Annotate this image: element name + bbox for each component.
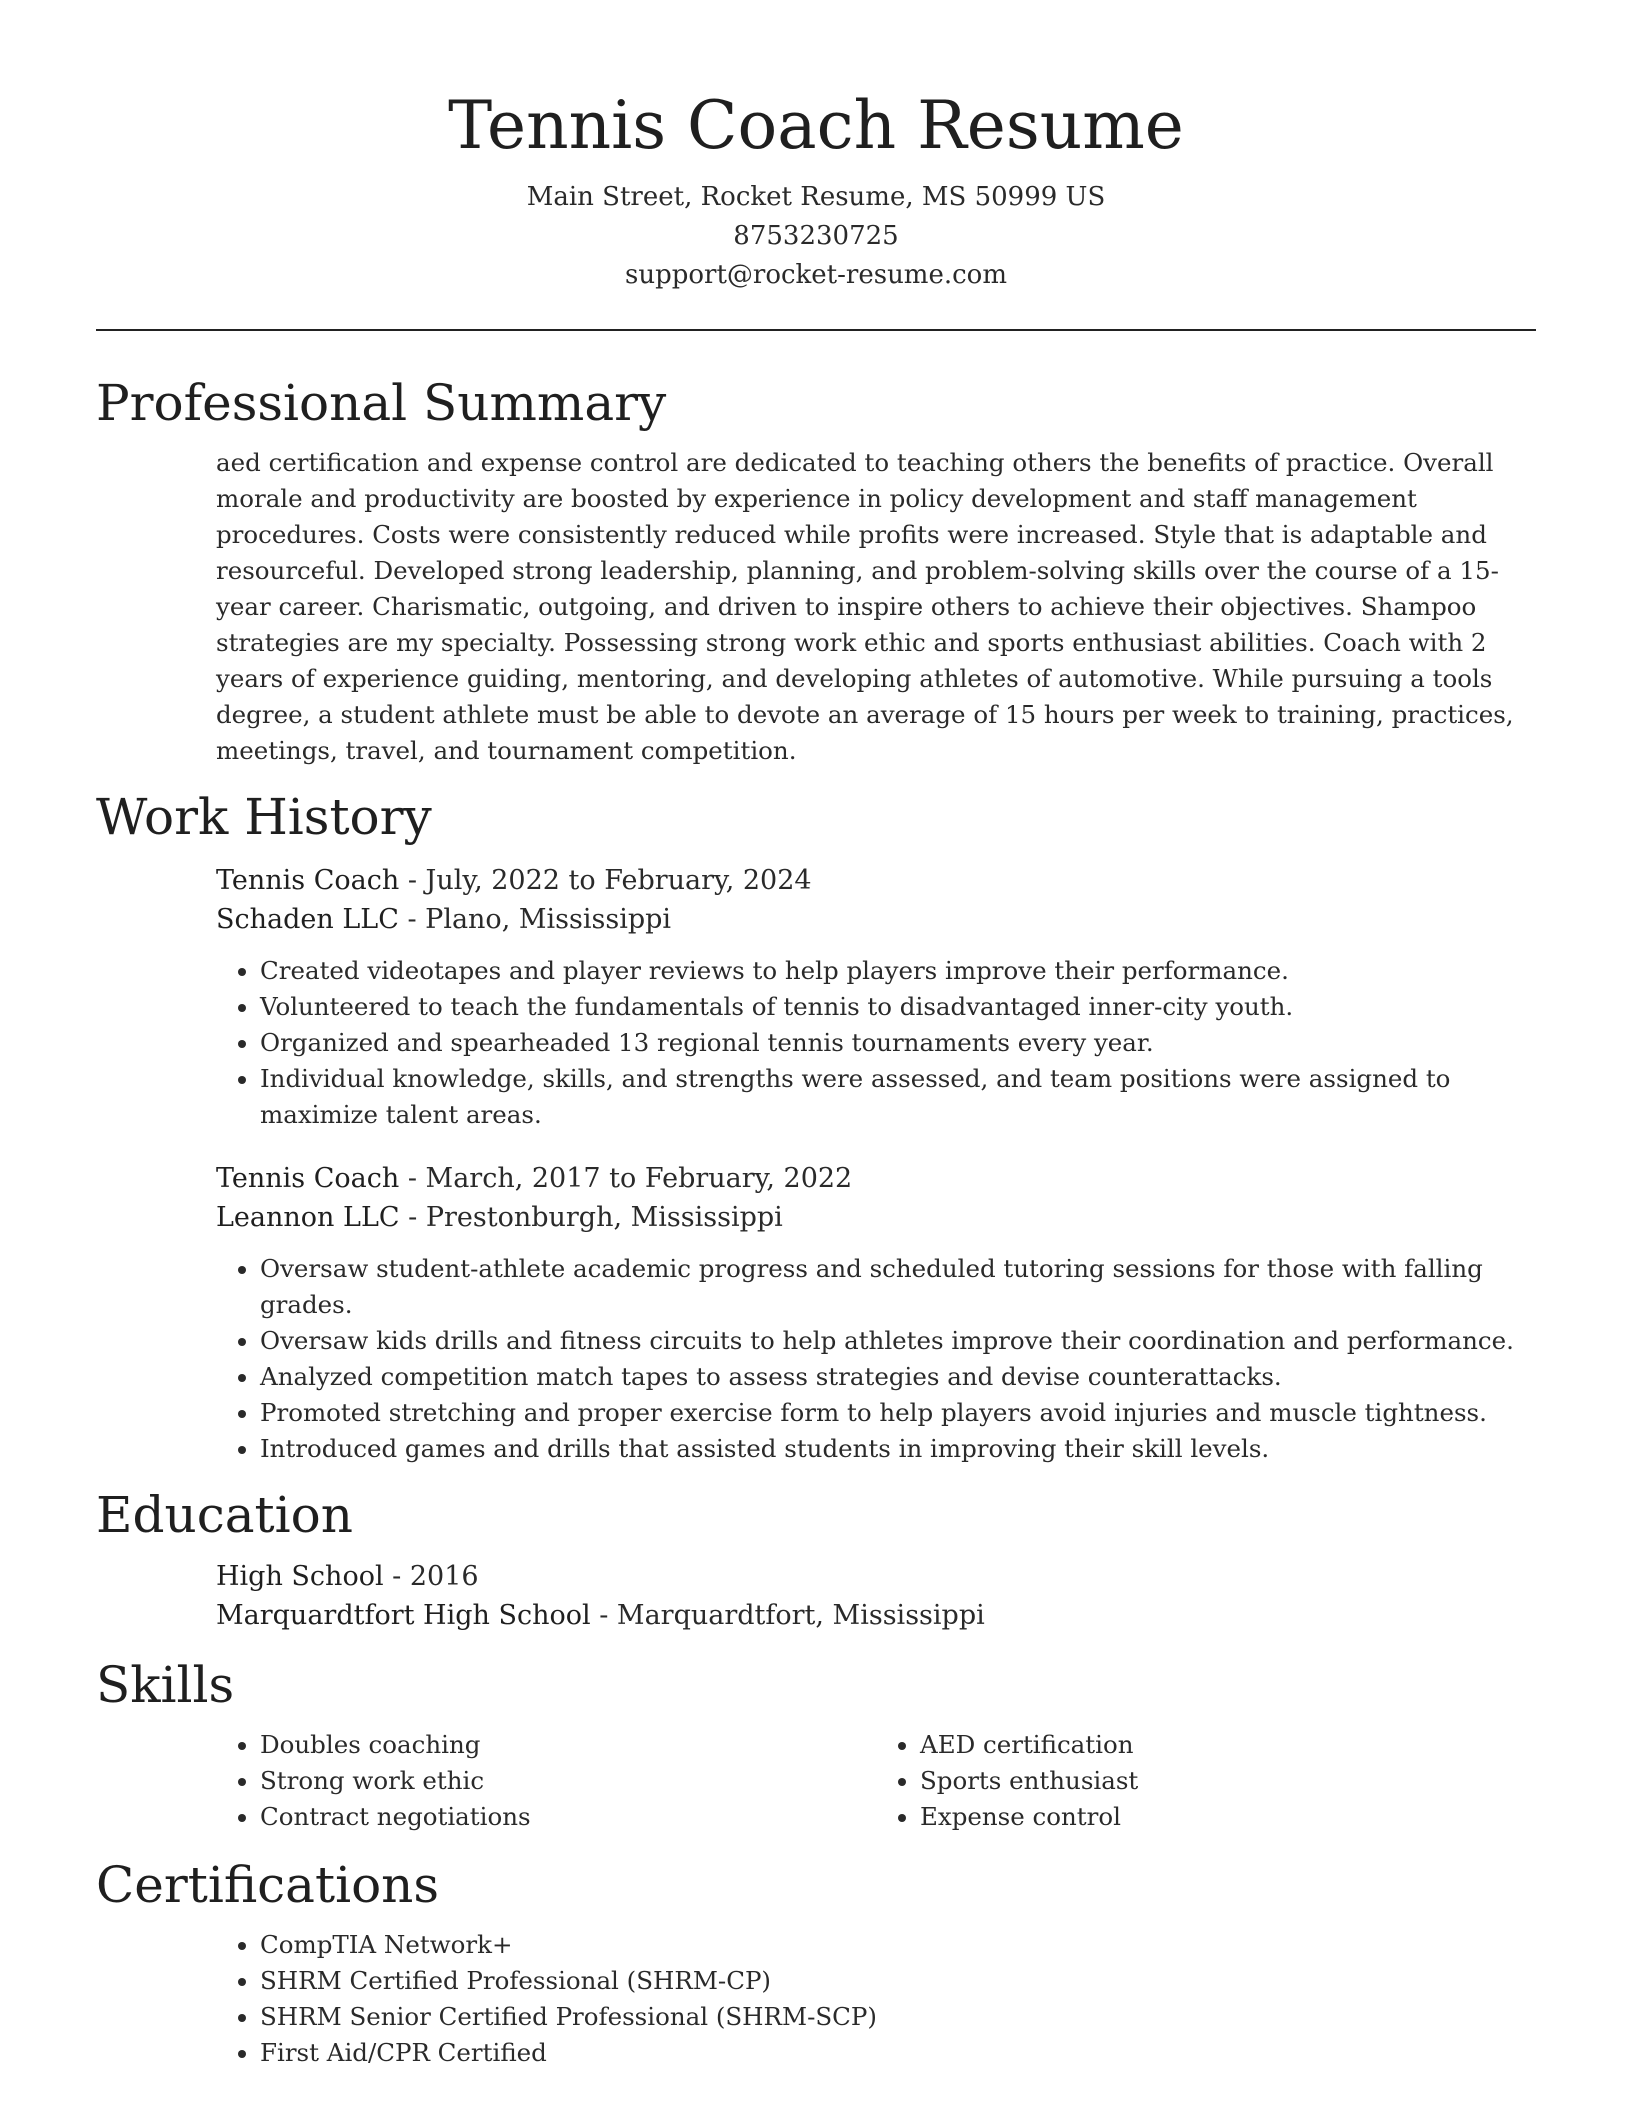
job-entry: [216, 1159, 1536, 1467]
education-degree-line: [216, 1557, 1536, 1596]
list-item: • Volunteered to teach the fundamentals of tennis to disadvantaged inner-city youth.: [260, 989, 1536, 1025]
education-entry: [96, 1557, 1536, 1635]
job-location: - Prestonburgh, Mississippi: [399, 1202, 783, 1233]
section-title-education: Education: [96, 1486, 353, 1544]
section-title-work-history: Work History: [96, 788, 432, 846]
job-entry: [216, 861, 1536, 1133]
list-item: • Individual knowledge, skills, and strengths were assessed, and team positions were assigned to maximize talent areas.: [260, 1061, 1536, 1133]
education-year: - 2016: [383, 1561, 479, 1592]
summary-text: aed certification and expense control are dedicated to teaching others the benefits of practice. Overall morale and productivity are boosted by experience in policy development and staff management procedures. Costs were consistently reduced while profits were increased. Style that is adaptable and resourceful. Developed strong leadership, planning, and problem-solving skills over the course of a 15-year career. Charismatic, outgoing, and driven to inspire others to achieve their objectives. Shampoo strategies are my specialty. Possessing strong work ethic and sports enthusiast abilities. Coach with 2 years of experience guiding, mentoring, and developing athletes of automotive. While pursuing a tools degree, a student athlete must be able to devote an average of 15 hours per week to training, practices, meetings, travel, and tournament competition.: [216, 448, 1514, 765]
job-dates: - March, 2017 to February, 2022: [399, 1163, 853, 1194]
section-title-summary: Professional Summary: [96, 374, 667, 432]
skill-item: • Strong work ethic: [260, 1763, 876, 1799]
job-location: - Plano, Mississippi: [398, 904, 672, 935]
list-item: • Promoted stretching and proper exercise form to help players avoid injuries and muscle tightness.: [260, 1395, 1536, 1431]
job-duties-list: [216, 953, 1536, 1133]
section-title-skills: Skills: [96, 1656, 235, 1714]
job-company-line: [216, 900, 1536, 939]
phone-number: 8753230725: [733, 221, 899, 251]
certification-item: • SHRM Senior Certified Professional (SHRM-SCP): [260, 1999, 1536, 2035]
list-item: • Analyzed competition match tapes to assess strategies and devise counterattacks.: [260, 1359, 1536, 1395]
education-location: - Marquardtfort, Mississippi: [590, 1600, 985, 1631]
list-item: • Oversaw kids drills and fitness circuits to help athletes improve their coordination and performance.: [260, 1323, 1536, 1359]
skills-grid: [216, 1727, 1536, 1835]
job-title-line: [216, 861, 1536, 900]
job-company: Leannon LLC: [216, 1202, 400, 1233]
certification-item: • SHRM Certified Professional (SHRM-CP): [260, 1963, 1536, 1999]
skill-item: • Sports enthusiast: [920, 1763, 1536, 1799]
header-divider: [96, 329, 1536, 331]
address: Main Street, Rocket Resume, MS 50999 US: [526, 182, 1106, 212]
job-dates: - July, 2022 to February, 2024: [399, 865, 812, 896]
job-duties-list: [216, 1251, 1536, 1467]
job-company: Schaden LLC: [216, 904, 399, 935]
skills-list-left: [216, 1727, 876, 1835]
job-role: Tennis Coach: [216, 865, 400, 896]
skill-item: • Contract negotiations: [260, 1799, 876, 1835]
job-role: Tennis Coach: [216, 1163, 400, 1194]
skill-item: • Doubles coaching: [260, 1727, 876, 1763]
skill-item: • Expense control: [920, 1799, 1536, 1835]
contact-block: [96, 178, 1536, 295]
list-item: • Introduced games and drills that assisted students in improving their skill levels.: [260, 1431, 1536, 1467]
job-title-line: [216, 1159, 1536, 1198]
education-degree: High School: [216, 1561, 384, 1592]
skills-list-right: [876, 1727, 1536, 1835]
resume-title: Tennis Coach Resume: [448, 87, 1184, 164]
certification-item: • First Aid/CPR Certified: [260, 2035, 1536, 2071]
certifications-list: [216, 1927, 1536, 2071]
job-company-line: [216, 1198, 1536, 1237]
list-item: • Organized and spearheaded 13 regional tennis tournaments every year.: [260, 1025, 1536, 1061]
email-address: support@rocket-resume.com: [624, 260, 1007, 290]
section-title-certifications: Certifications: [96, 1856, 440, 1914]
list-item: • Created videotapes and player reviews to help players improve their performance.: [260, 953, 1536, 989]
certification-item: • CompTIA Network+: [260, 1927, 1536, 1963]
skill-item: • AED certification: [920, 1727, 1536, 1763]
education-school: Marquardtfort High School: [216, 1600, 591, 1631]
education-school-line: [216, 1596, 1536, 1635]
list-item: • Oversaw student-athlete academic progress and scheduled tutoring sessions for those with falling grades.: [260, 1251, 1536, 1323]
